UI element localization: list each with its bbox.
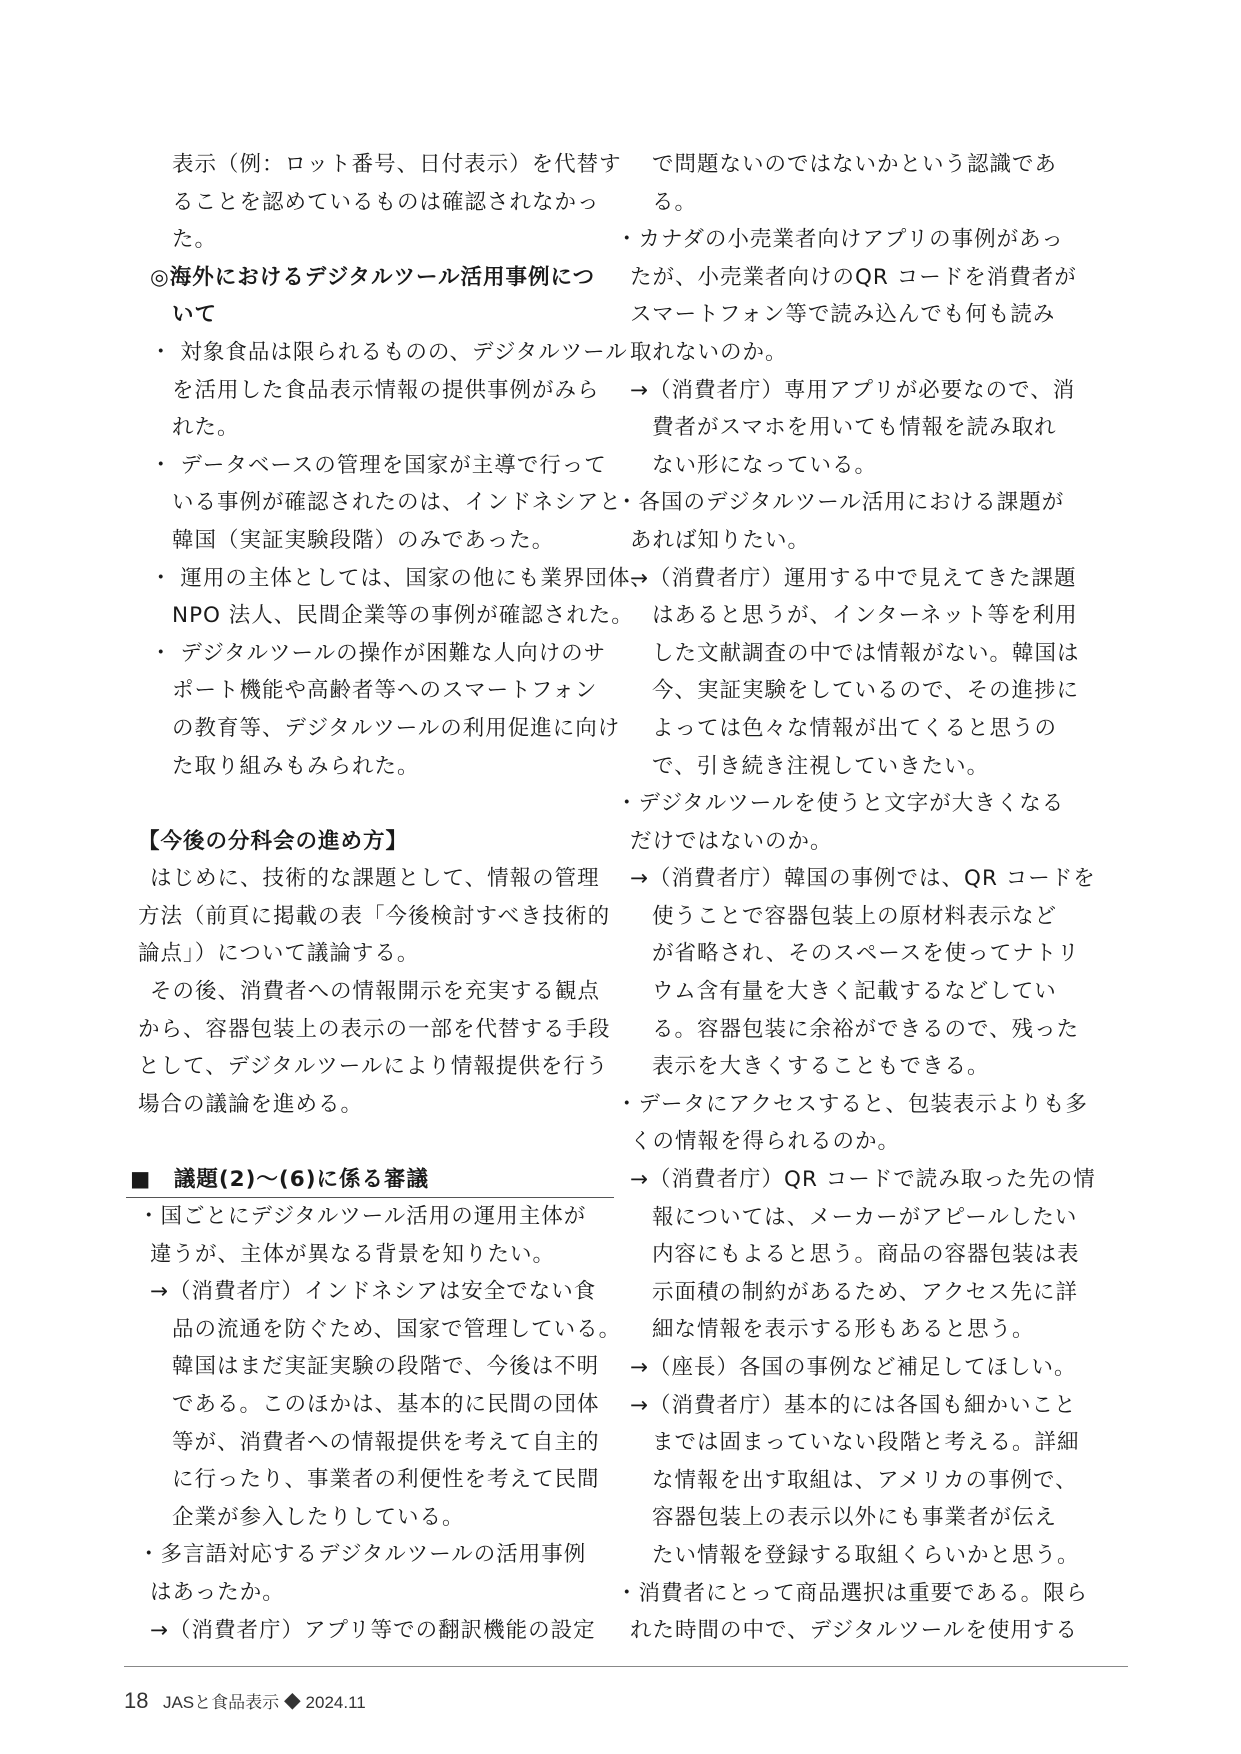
text-line: 容器包装上の表示以外にも事業者が伝え (652, 1505, 1058, 1531)
page-number: 18 (124, 1688, 149, 1713)
right-column (616, 146, 1114, 1650)
text-line: 内容にもよると思う。商品の容器包装は表 (652, 1242, 1080, 1268)
text-line: までは固まっていない段階と考える。詳細 (652, 1430, 1080, 1456)
text-line: 今、実証実験をしているので、その進捗に (652, 678, 1080, 704)
text-line: はじめに、技術的な課題として、情報の管理 (150, 866, 600, 892)
journal-info: JASと食品表示 ◆ 2024.11 (162, 1693, 366, 1712)
text-line: NPO 法人、民間企業等の事例が確認された。 (172, 603, 634, 629)
text-line: 表示を大きくすることもできる。 (652, 1054, 990, 1080)
text-line: ・ データベースの管理を国家が主導で行って (150, 452, 607, 478)
text-line: ・消費者にとって商品選択は重要である。限ら (616, 1580, 1089, 1606)
text-line: 表示（例：ロット番号、日付表示）を代替す (172, 152, 622, 177)
text-line: た取り組みもみられた。 (172, 753, 420, 779)
text-line: で問題ないのではないかという認識であ (652, 152, 1058, 177)
blank-line (150, 1123, 610, 1161)
text-line: →（消費者庁）アプリ等での翻訳機能の設定 (150, 1617, 596, 1643)
text-line: ◎海外におけるデジタルツール活用事例につ (150, 264, 596, 290)
text-line: スマートフォン等で読み込んでも何も読み (630, 302, 1056, 328)
text-line: 論点」）について議論する。 (138, 941, 420, 967)
text-line: →（消費者庁）運用する中で見えてきた課題 (630, 565, 1077, 591)
text-line: だけではないのか。 (630, 828, 833, 854)
text-line: 取れないのか。 (630, 339, 788, 365)
text-line: →（消費者庁）専用アプリが必要なので、消 (630, 377, 1076, 403)
text-line: ウム含有量を大きく記載するなどしてい (652, 979, 1057, 1005)
text-line: として、デジタルツールにより情報提供を行う (138, 1054, 609, 1080)
section-heading: ■ 議題(2)～(6)に係る審議 (126, 1161, 614, 1198)
text-line: 韓国はまだ実証実験の段階で、今後は不明 (172, 1354, 600, 1380)
text-line: 品の流通を防ぐため、国家で管理している。 (172, 1316, 622, 1342)
text-line: 示面積の制約があるため、アクセス先に詳 (652, 1279, 1078, 1305)
text-line: →（消費者庁）QR コードで読み取った先の情 (630, 1167, 1096, 1193)
text-line: 費者がスマホを用いても情報を読み取れ (652, 415, 1057, 441)
text-line: ・カナダの小売業者向けアプリの事例があっ (616, 227, 1064, 253)
text-line: な情報を出す取組は、アメリカの事例で、 (652, 1467, 1078, 1493)
footer-divider (124, 1666, 1128, 1667)
text-line: 場合の議論を進める。 (138, 1091, 364, 1117)
text-line: ・デジタルツールを使うと文字が大きくなる (616, 791, 1065, 817)
text-line: から、容器包装上の表示の一部を代替する手段 (138, 1016, 611, 1042)
text-line: 等が、消費者への情報提供を考えて自主的 (172, 1429, 600, 1455)
text-line: る。容器包装に余裕ができるので、残った (652, 1016, 1080, 1042)
text-line: ・ 運用の主体としては、国家の他にも業界団体、 (150, 565, 653, 591)
text-line: れた。 (172, 415, 240, 441)
text-line: いる事例が確認されたのは、インドネシアと (172, 490, 622, 516)
text-line: はあると思うが、インターネット等を利用 (652, 603, 1078, 629)
text-line: した文献調査の中では情報がない。韓国は (652, 640, 1080, 666)
text-line: 方法（前頁に掲載の表「今後検討すべき技術的 (138, 903, 611, 929)
text-line: 報については、メーカーがアピールしたい (652, 1204, 1078, 1230)
text-line: 細な情報を表示する形もあると思う。 (652, 1317, 1035, 1343)
text-line: ・データにアクセスすると、包装表示よりも多 (616, 1091, 1088, 1117)
text-line: ない形になっている。 (652, 452, 878, 478)
text-line: たが、小売業者向けのQR コードを消費者が (630, 264, 1077, 290)
text-line: →（消費者庁）インドネシアは安全でない食 (150, 1279, 597, 1305)
text-line: 使うことで容器包装上の原材料表示など (652, 903, 1058, 929)
text-line: ・各国のデジタルツール活用における課題が (616, 490, 1065, 516)
text-line: よっては色々な情報が出てくると思うの (652, 715, 1058, 741)
text-line: ポート機能や高齢者等へのスマートフォン (172, 678, 598, 704)
text-line: 【今後の分科会の進め方】 (138, 828, 409, 854)
text-line: れた時間の中で、デジタルツールを使用する (630, 1618, 1078, 1644)
text-line: くの情報を得られるのか。 (630, 1129, 901, 1155)
text-line: 韓国（実証実験段階）のみであった。 (172, 527, 555, 553)
text-line: を活用した食品表示情報の提供事例がみら (172, 377, 600, 403)
text-line: 企業が参入したりしている。 (172, 1504, 465, 1530)
text-line: である。このほかは、基本的に民間の団体 (172, 1392, 600, 1417)
left-column (130, 146, 653, 1649)
text-line: ・ デジタルツールの操作が困難な人向けのサ (150, 640, 607, 666)
text-line: たい情報を登録する取組くらいかと思う。 (652, 1542, 1080, 1568)
text-line: ・国ごとにデジタルツール活用の運用主体が (138, 1204, 587, 1230)
text-line: る。 (652, 189, 698, 215)
text-line: →（消費者庁）基本的には各国も細かいこと (630, 1392, 1077, 1418)
text-line: に行ったり、事業者の利便性を考えて民間 (172, 1467, 600, 1493)
text-line: →（消費者庁）韓国の事例では、QR コードを (630, 866, 1096, 892)
text-line: が省略され、そのスペースを使ってナトリ (652, 941, 1080, 967)
text-line: ・多言語対応するデジタルツールの活用事例 (138, 1542, 587, 1568)
text-line: いて (172, 302, 218, 328)
text-line: の教育等、デジタルツールの利用促進に向け (172, 715, 621, 741)
page-footer (124, 1688, 366, 1714)
text-line: ることを認めているものは確認されなかっ (172, 189, 600, 215)
text-line: 違うが、主体が異なる背景を知りたい。 (150, 1241, 556, 1267)
text-line: はあったか。 (150, 1579, 285, 1605)
blank-line (150, 785, 610, 823)
text-line: ・ 対象食品は限られるものの、デジタルツール (150, 339, 628, 365)
text-line: →（座長）各国の事例など補足してほしい。 (630, 1355, 1077, 1380)
text-line: で、引き続き注視していきたい。 (652, 753, 990, 779)
text-line: あれば知りたい。 (630, 527, 811, 553)
text-line: た。 (172, 227, 218, 253)
text-line: その後、消費者への情報開示を充実する観点 (150, 979, 601, 1005)
